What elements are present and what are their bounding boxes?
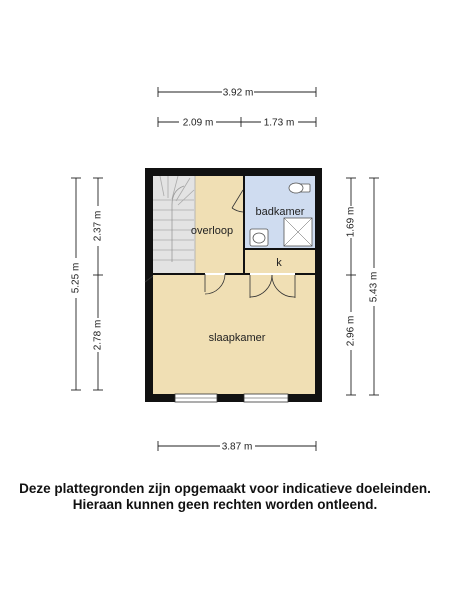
- dim-left-lower: 2.78 m: [92, 319, 104, 351]
- dim-right-lower: 2.96 m: [345, 315, 357, 347]
- dim-top-left: 2.09 m: [182, 117, 214, 129]
- dim-right-total: 5.43 m: [368, 271, 380, 303]
- room-label-landing: overloop: [190, 225, 234, 237]
- disclaimer-line-2: Hieraan kunnen geen rechten worden ontleend.: [72, 497, 378, 512]
- room-label-closet: k: [276, 257, 282, 269]
- dim-top-right: 1.73 m: [263, 117, 295, 129]
- disclaimer-line-1: Deze plattegronden zijn opgemaakt voor indicatieve doeleinden.: [19, 481, 431, 496]
- room-label-bathroom: badkamer: [255, 206, 305, 218]
- sink: [250, 229, 268, 246]
- shower: [284, 218, 312, 246]
- dim-top-total: 3.92 m: [222, 87, 254, 99]
- toilet: [289, 183, 310, 193]
- window-left: [175, 394, 217, 402]
- dim-bottom-total: 3.87 m: [221, 441, 253, 453]
- room-label-bedroom: slaapkamer: [208, 332, 266, 344]
- dim-left-total: 5.25 m: [70, 262, 82, 294]
- dim-right-upper: 1.69 m: [345, 206, 357, 238]
- dim-left-upper: 2.37 m: [92, 210, 104, 242]
- window-right: [244, 394, 288, 402]
